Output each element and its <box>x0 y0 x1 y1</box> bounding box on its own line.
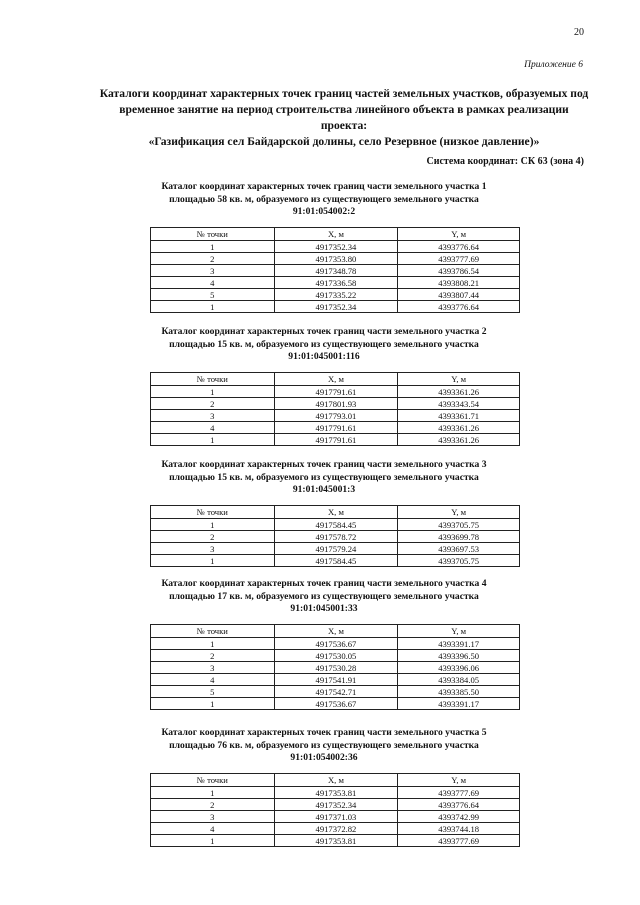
y-coordinate-cell: 4393361.71 <box>398 410 520 422</box>
catalog-title-line: Каталог координат характерных точек границ части земельного участка 3 <box>161 459 487 470</box>
y-coordinate-cell: 4393361.26 <box>398 434 520 446</box>
y-coordinate-cell: 4393384.05 <box>398 674 520 686</box>
x-coordinate-cell: 4917530.05 <box>274 650 398 662</box>
x-coordinate-cell: 4917530.28 <box>274 662 398 674</box>
point-number-cell: 2 <box>151 799 275 811</box>
coordinates-table <box>150 227 520 313</box>
y-coordinate-cell: 4393385.50 <box>398 686 520 698</box>
x-coordinate-cell: 4917801.93 <box>274 398 398 410</box>
table-row <box>151 386 520 398</box>
column-header: X, м <box>274 373 398 386</box>
coordinate-system-label: Система координат: СК 63 (зона 4) <box>426 156 584 167</box>
catalog-title-line: Каталог координат характерных точек границ части земельного участка 4 <box>161 578 487 589</box>
table-row <box>151 674 520 686</box>
y-coordinate-cell: 4393396.50 <box>398 650 520 662</box>
table-row <box>151 289 520 301</box>
catalog-title-line: площадью 76 кв. м, образуемого из существующего земельного участка <box>169 739 479 751</box>
y-coordinate-cell: 4393391.17 <box>398 698 520 710</box>
document-title <box>96 86 592 150</box>
x-coordinate-cell: 4917335.22 <box>274 289 398 301</box>
y-coordinate-cell: 4393742.99 <box>398 811 520 823</box>
point-number-cell: 4 <box>151 277 275 289</box>
table-row <box>151 398 520 410</box>
column-header: Y, м <box>398 506 520 519</box>
y-coordinate-cell: 4393776.64 <box>398 799 520 811</box>
catalog-title <box>0 727 640 765</box>
x-coordinate-cell: 4917791.61 <box>274 422 398 434</box>
table-row <box>151 277 520 289</box>
catalog-title-line: 91:01:054002:2 <box>292 206 356 217</box>
page-number: 20 <box>574 27 584 38</box>
column-header: Y, м <box>398 228 520 241</box>
point-number-cell: 3 <box>151 811 275 823</box>
y-coordinate-cell: 4393396.06 <box>398 662 520 674</box>
point-number-cell: 1 <box>151 241 275 253</box>
point-number-cell: 5 <box>151 289 275 301</box>
catalog-title-line: 91:01:045001:116 <box>288 351 360 362</box>
x-coordinate-cell: 4917353.81 <box>274 787 398 799</box>
point-number-cell: 4 <box>151 422 275 434</box>
table-row <box>151 253 520 265</box>
column-header: № точки <box>151 774 275 787</box>
catalog-title <box>0 181 640 219</box>
table-row <box>151 811 520 823</box>
x-coordinate-cell: 4917791.61 <box>274 434 398 446</box>
document-title-line: «Газификация сел Байдарской долины, село Резервное (низкое давление)» <box>148 135 540 148</box>
column-header: № точки <box>151 373 275 386</box>
catalog-title-line: площадью 15 кв. м, образуемого из существующего земельного участка <box>169 471 479 483</box>
x-coordinate-cell: 4917353.80 <box>274 253 398 265</box>
point-number-cell: 3 <box>151 662 275 674</box>
catalog-section <box>0 459 640 566</box>
catalog-title-line: Каталог координат характерных точек границ части земельного участка 1 <box>161 181 487 192</box>
point-number-cell: 3 <box>151 265 275 277</box>
x-coordinate-cell: 4917793.01 <box>274 410 398 422</box>
table-row <box>151 787 520 799</box>
x-coordinate-cell: 4917791.61 <box>274 386 398 398</box>
point-number-cell: 5 <box>151 686 275 698</box>
table-row <box>151 555 520 567</box>
catalog-section <box>0 326 640 445</box>
table-row <box>151 410 520 422</box>
point-number-cell: 4 <box>151 674 275 686</box>
catalog-section <box>0 727 640 846</box>
point-number-cell: 1 <box>151 386 275 398</box>
table-row <box>151 265 520 277</box>
x-coordinate-cell: 4917536.67 <box>274 698 398 710</box>
point-number-cell: 1 <box>151 835 275 847</box>
x-coordinate-cell: 4917541.91 <box>274 674 398 686</box>
catalog-title-line: Каталог координат характерных точек границ части земельного участка 2 <box>161 326 487 337</box>
point-number-cell: 2 <box>151 253 275 265</box>
x-coordinate-cell: 4917352.34 <box>274 301 398 313</box>
catalog-section <box>0 578 640 709</box>
catalog-title <box>0 326 640 364</box>
column-header: № точки <box>151 625 275 638</box>
y-coordinate-cell: 4393361.26 <box>398 386 520 398</box>
x-coordinate-cell: 4917336.58 <box>274 277 398 289</box>
y-coordinate-cell: 4393777.69 <box>398 253 520 265</box>
table-row <box>151 434 520 446</box>
x-coordinate-cell: 4917371.03 <box>274 811 398 823</box>
table-header-row <box>151 625 520 638</box>
table-row <box>151 823 520 835</box>
table-header-row <box>151 506 520 519</box>
y-coordinate-cell: 4393786.54 <box>398 265 520 277</box>
table-row <box>151 799 520 811</box>
point-number-cell: 2 <box>151 531 275 543</box>
y-coordinate-cell: 4393807.44 <box>398 289 520 301</box>
y-coordinate-cell: 4393361.26 <box>398 422 520 434</box>
catalog-title-line: площадью 17 кв. м, образуемого из существующего земельного участка <box>169 590 479 602</box>
column-header: X, м <box>274 625 398 638</box>
column-header: Y, м <box>398 625 520 638</box>
x-coordinate-cell: 4917372.82 <box>274 823 398 835</box>
point-number-cell: 1 <box>151 555 275 567</box>
table-row <box>151 301 520 313</box>
y-coordinate-cell: 4393699.78 <box>398 531 520 543</box>
point-number-cell: 1 <box>151 787 275 799</box>
table-row <box>151 650 520 662</box>
coordinates-table <box>150 505 520 567</box>
point-number-cell: 1 <box>151 519 275 531</box>
table-row <box>151 662 520 674</box>
catalog-title-line: 91:01:045001:33 <box>290 603 358 614</box>
y-coordinate-cell: 4393776.64 <box>398 301 520 313</box>
column-header: Y, м <box>398 774 520 787</box>
point-number-cell: 3 <box>151 410 275 422</box>
x-coordinate-cell: 4917352.34 <box>274 241 398 253</box>
document-title-line: Каталоги координат характерных точек границ частей земельных участков, образуемых под <box>99 87 589 100</box>
point-number-cell: 1 <box>151 638 275 650</box>
column-header: X, м <box>274 506 398 519</box>
table-row <box>151 686 520 698</box>
column-header: X, м <box>274 228 398 241</box>
catalog-title-line: площадью 58 кв. м, образуемого из существующего земельного участка <box>169 193 479 205</box>
y-coordinate-cell: 4393705.75 <box>398 519 520 531</box>
table-row <box>151 835 520 847</box>
point-number-cell: 4 <box>151 823 275 835</box>
y-coordinate-cell: 4393391.17 <box>398 638 520 650</box>
table-header-row <box>151 774 520 787</box>
y-coordinate-cell: 4393343.54 <box>398 398 520 410</box>
table-row <box>151 519 520 531</box>
catalog-title <box>0 459 640 497</box>
catalog-title-line: Каталог координат характерных точек границ части земельного участка 5 <box>161 727 487 738</box>
x-coordinate-cell: 4917536.67 <box>274 638 398 650</box>
table-header-row <box>151 228 520 241</box>
table-row <box>151 241 520 253</box>
x-coordinate-cell: 4917584.45 <box>274 519 398 531</box>
point-number-cell: 3 <box>151 543 275 555</box>
x-coordinate-cell: 4917584.45 <box>274 555 398 567</box>
point-number-cell: 1 <box>151 301 275 313</box>
point-number-cell: 1 <box>151 698 275 710</box>
x-coordinate-cell: 4917578.72 <box>274 531 398 543</box>
column-header: № точки <box>151 506 275 519</box>
catalog-section <box>0 181 640 312</box>
x-coordinate-cell: 4917353.81 <box>274 835 398 847</box>
y-coordinate-cell: 4393808.21 <box>398 277 520 289</box>
catalog-title-line: 91:01:045001:3 <box>292 484 356 495</box>
point-number-cell: 2 <box>151 398 275 410</box>
y-coordinate-cell: 4393697.53 <box>398 543 520 555</box>
y-coordinate-cell: 4393744.18 <box>398 823 520 835</box>
table-row <box>151 543 520 555</box>
x-coordinate-cell: 4917579.24 <box>274 543 398 555</box>
table-row <box>151 698 520 710</box>
table-row <box>151 638 520 650</box>
catalog-title <box>0 578 640 616</box>
point-number-cell: 1 <box>151 434 275 446</box>
column-header: X, м <box>274 774 398 787</box>
y-coordinate-cell: 4393776.64 <box>398 241 520 253</box>
catalog-title-line: 91:01:054002:36 <box>290 752 358 763</box>
coordinates-table <box>150 773 520 847</box>
x-coordinate-cell: 4917352.34 <box>274 799 398 811</box>
column-header: Y, м <box>398 373 520 386</box>
table-row <box>151 422 520 434</box>
coordinates-table <box>150 372 520 446</box>
document-title-line: временное занятие на период строительства линейного объекта в рамках реализации проекта: <box>119 103 569 132</box>
catalog-title-line: площадью 15 кв. м, образуемого из существующего земельного участка <box>169 338 479 350</box>
x-coordinate-cell: 4917542.71 <box>274 686 398 698</box>
table-header-row <box>151 373 520 386</box>
y-coordinate-cell: 4393777.69 <box>398 787 520 799</box>
column-header: № точки <box>151 228 275 241</box>
y-coordinate-cell: 4393705.75 <box>398 555 520 567</box>
table-row <box>151 531 520 543</box>
point-number-cell: 2 <box>151 650 275 662</box>
y-coordinate-cell: 4393777.69 <box>398 835 520 847</box>
x-coordinate-cell: 4917348.78 <box>274 265 398 277</box>
appendix-label: Приложение 6 <box>524 60 583 70</box>
coordinates-table <box>150 624 520 710</box>
